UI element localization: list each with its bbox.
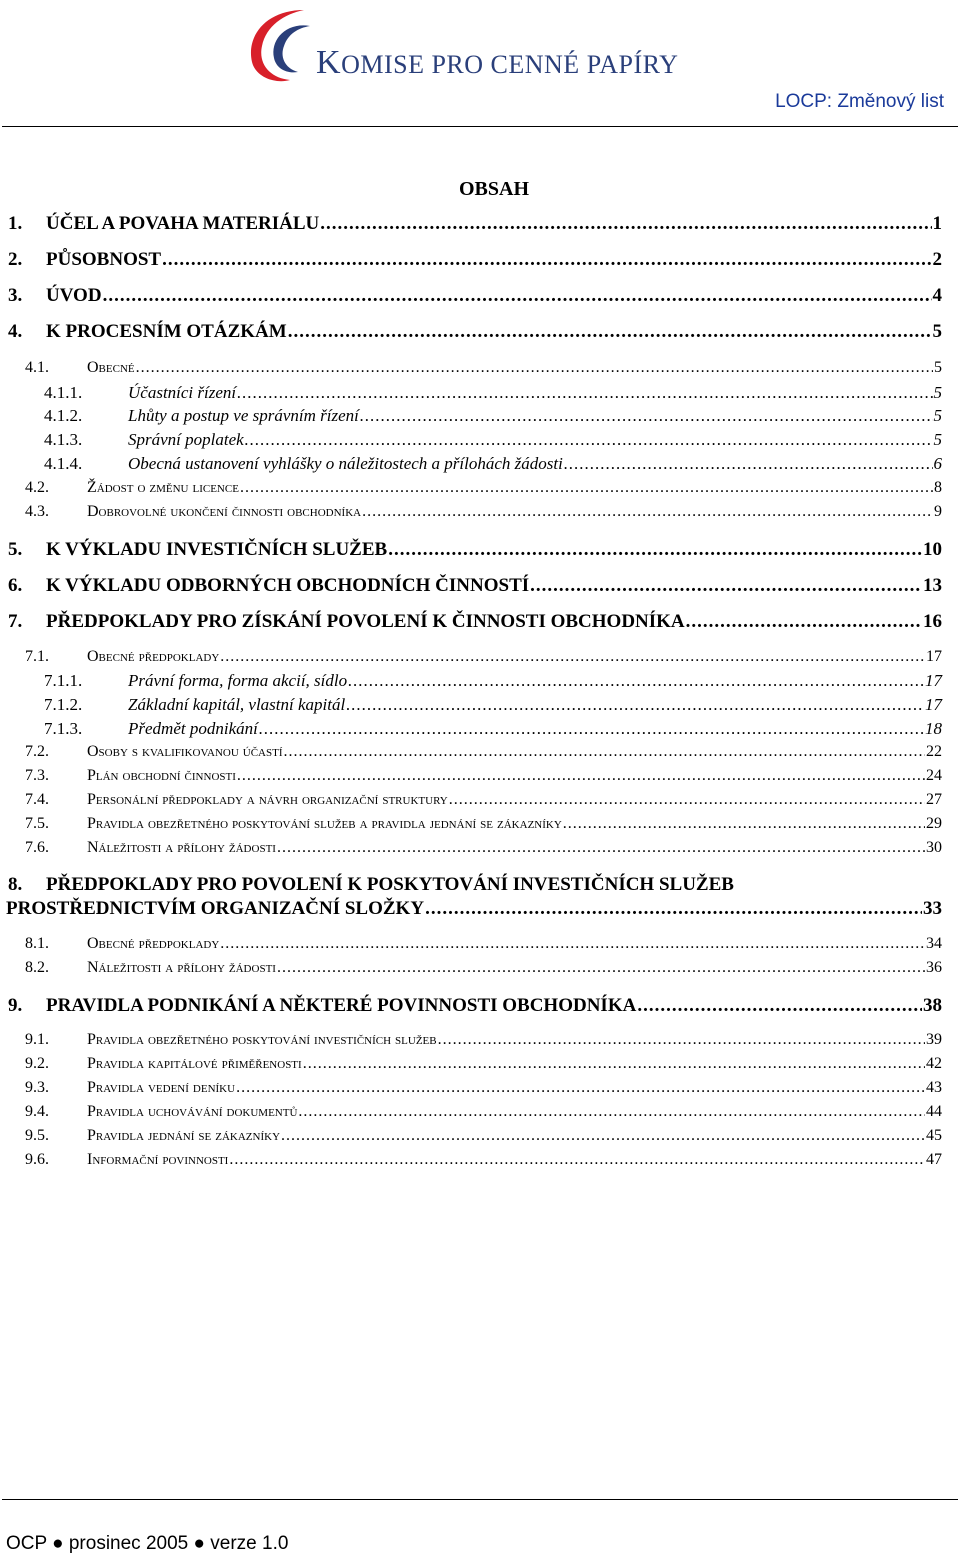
toc-entry[interactable]: 7.2. Osoby s kvalifikovanou účastí ..... 22 xyxy=(25,743,942,761)
toc-entry[interactable]: 7.4. Personální předpoklady a návrh organizační struktury ..... 27 xyxy=(25,791,942,809)
toc-entry[interactable]: 9.1. Pravidla obezřetného poskytování investičních služeb ..... 39 xyxy=(25,1031,942,1049)
footer-divider xyxy=(2,1499,958,1500)
toc-entry[interactable]: 4.1. Obecné ..... 5 xyxy=(25,359,942,377)
logo-swoosh-icon xyxy=(246,6,316,86)
toc-entry[interactable]: 4.1.4. Obecná ustanovení vyhlášky o náležitostech a přílohách žádosti ..... 6 xyxy=(44,454,942,474)
toc-entry[interactable]: 7. PŘEDPOKLADY PRO ZÍSKÁNÍ POVOLENÍ K ČINNOSTI OBCHODNÍKA ..... 16 xyxy=(8,611,942,633)
toc-entry[interactable]: 9.4. Pravidla uchovávání dokumentů ..... 44 xyxy=(25,1103,942,1121)
toc-entry[interactable]: 2. PŮSOBNOST ..... 2 xyxy=(8,249,942,271)
document-title: LOCP: Změnový list xyxy=(775,91,944,112)
toc-entry[interactable]: 4.1.3. Správní poplatek ..... 5 xyxy=(44,430,942,450)
toc-heading: OBSAH xyxy=(458,178,530,200)
logo xyxy=(246,6,960,86)
toc-entry[interactable]: 4.3. Dobrovolné ukončení činnosti obchodníka ..... 9 xyxy=(25,503,942,521)
toc-entry[interactable]: 6. K VÝKLADU ODBORNÝCH OBCHODNÍCH ČINNOSTÍ ..... 13 xyxy=(8,575,942,597)
toc-entry[interactable]: 9.6. Informační povinnosti ..... 47 xyxy=(25,1151,942,1169)
toc-entry[interactable]: 4.2. Žádost o změnu licence ..... 8 xyxy=(25,479,942,497)
toc-entry[interactable]: 8.2. Náležitosti a přílohy žádosti ..... 36 xyxy=(25,959,942,977)
toc-entry[interactable]: 9. PRAVIDLA PODNIKÁNÍ A NĚKTERÉ POVINNOSTI OBCHODNÍKA ..... 38 xyxy=(8,995,942,1017)
toc-entry[interactable]: 4.1.1. Účastníci řízení ..... 5 xyxy=(44,383,942,403)
toc-entry[interactable]: 9.3. Pravidla vedení deníku ..... 43 xyxy=(25,1079,942,1097)
header-divider xyxy=(2,126,958,127)
logo-org-name: KOMISE PRO CENNÉ PAPÍRY xyxy=(316,44,679,81)
toc-entry[interactable]: 3. ÚVOD ..... 4 xyxy=(8,285,942,307)
toc-entry[interactable]: 4. K PROCESNÍM OTÁZKÁM ..... 5 xyxy=(8,321,942,343)
toc-entry[interactable]: 8.1. Obecné předpoklady ..... 34 xyxy=(25,935,942,953)
toc-entry[interactable]: 1. ÚČEL A POVAHA MATERIÁLU ..... 1 xyxy=(8,213,942,235)
toc-entry[interactable]: 7.1.3. Předmět podnikání ..... 18 xyxy=(44,719,942,739)
toc-entry[interactable]: 7.6. Náležitosti a přílohy žádosti ..... 30 xyxy=(25,839,942,857)
footer-text: OCP ● prosinec 2005 ● verze 1.0 xyxy=(6,1533,289,1554)
toc-entry[interactable]: 7.1.2. Základní kapitál, vlastní kapitál ..... 17 xyxy=(44,695,942,715)
toc-entry[interactable]: 7.3. Plán obchodní činnosti ..... 24 xyxy=(25,767,942,785)
toc-entry[interactable]: 7.1. Obecné předpoklady ..... 17 xyxy=(25,648,942,666)
toc-entry[interactable]: 4.1.2. Lhůty a postup ve správním řízení ..... 5 xyxy=(44,406,942,426)
toc-entry[interactable]: 7.1.1. Právní forma, forma akcií, sídlo ..... 17 xyxy=(44,671,942,691)
toc-entry[interactable]: 5. K VÝKLADU INVESTIČNÍCH SLUŽEB ..... 10 xyxy=(8,539,942,561)
toc-entry[interactable]: 9.5. Pravidla jednání se zákazníky ..... 45 xyxy=(25,1127,942,1145)
toc-entry[interactable]: 7.5. Pravidla obezřetného poskytování služeb a pravidla jednání se zákazníky ..... 29 xyxy=(25,815,942,833)
toc-entry-multiline[interactable]: 8. PŘEDPOKLADY PRO POVOLENÍ K POSKYTOVÁNÍ INVESTIČNÍCH SLUŽEB PROSTŘEDNICTVÍM ORGANIZAČNÍ SLOŽKY ..... 33 xyxy=(6,874,942,920)
toc-entry[interactable]: 9.2. Pravidla kapitálové přiměřenosti ..... 42 xyxy=(25,1055,942,1073)
